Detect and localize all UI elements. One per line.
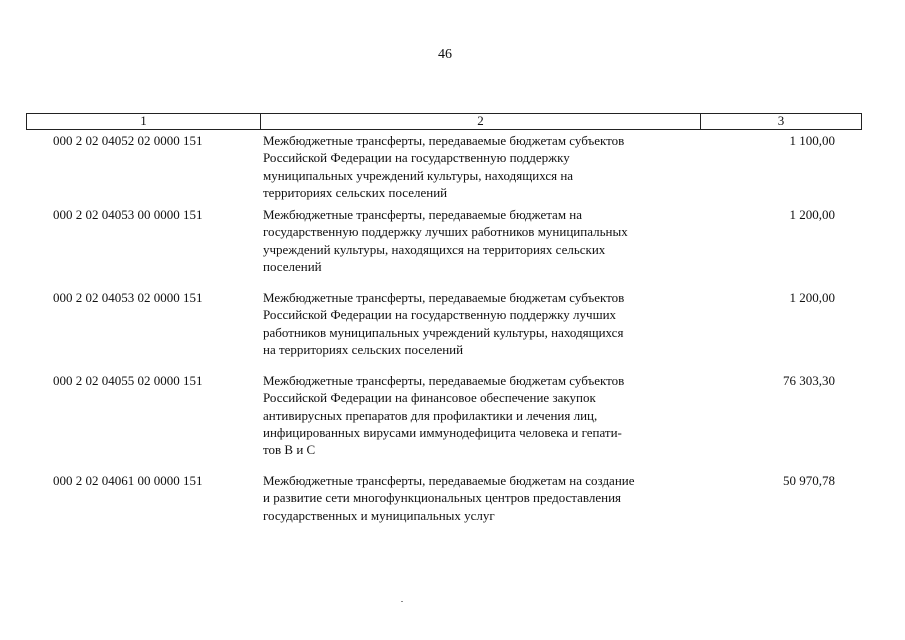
page-number: 46 [438,47,452,62]
row-description [259,289,699,372]
amount: 1 100,00 [789,133,835,148]
header-col-2: 2 [260,114,700,129]
description-line: Межбюджетные трансферты, передаваемые бюджетам на [263,207,583,222]
row-description [259,372,699,472]
scan-speck [401,601,403,602]
description-line: территориях сельских поселений [263,184,448,200]
budget-code: 000 2 02 04053 02 0000 151 [53,290,203,305]
table-row [26,289,862,372]
table-row [26,472,862,524]
table-row [26,206,862,289]
description-line: Российской Федерации на государственную поддержку лучших [263,307,617,323]
description-line: Межбюджетные трансферты, передаваемые бюджетам субъектов [263,133,625,148]
description-line: на территориях сельских поселений [263,341,464,357]
table-header [26,113,862,130]
description-line: Российской Федерации на финансовое обеспечение закупок [263,390,596,406]
description-line: государственных и муниципальных услуг [263,507,495,523]
description-line: работников муниципальных учреждений культуры, находящихся [263,324,624,340]
amount: 1 200,00 [789,290,835,305]
budget-code: 000 2 02 04053 00 0000 151 [53,207,203,222]
header-col-1: 1 [140,113,147,128]
description-line: Российской Федерации на государственную поддержку [263,150,570,166]
table-row [26,132,862,206]
row-description [259,472,699,524]
amount: 76 303,30 [783,373,835,388]
description-line: тов B и C [263,442,316,458]
budget-code: 000 2 02 04055 02 0000 151 [53,373,203,388]
row-description [259,206,699,289]
description-line: муниципальных учреждений культуры, находящихся на [263,167,574,183]
description-line: Межбюджетные трансферты, передаваемые бюджетам на создание [263,473,635,488]
amount: 1 200,00 [789,207,835,222]
description-line: государственную поддержку лучших работников муниципальных [263,224,628,240]
description-line: антивирусных препаратов для профилактики и лечения лиц, [263,407,598,423]
amount: 50 970,78 [783,473,835,488]
header-col-3: 3 [700,114,861,129]
description-line: учреждений культуры, находящихся на территориях сельских [263,241,606,257]
description-line: Межбюджетные трансферты, передаваемые бюджетам субъектов [263,373,625,388]
budget-code: 000 2 02 04061 00 0000 151 [53,473,203,488]
description-line: поселений [263,258,322,274]
budget-code: 000 2 02 04052 02 0000 151 [53,133,203,148]
description-line: Межбюджетные трансферты, передаваемые бюджетам субъектов [263,290,625,305]
budget-table [26,113,862,524]
description-line: инфицированных вирусами иммунодефицита человека и гепати- [263,424,622,440]
table-row [26,372,862,472]
row-description [259,132,699,206]
description-line: и развитие сети многофункциональных центров предоставления [263,490,622,506]
